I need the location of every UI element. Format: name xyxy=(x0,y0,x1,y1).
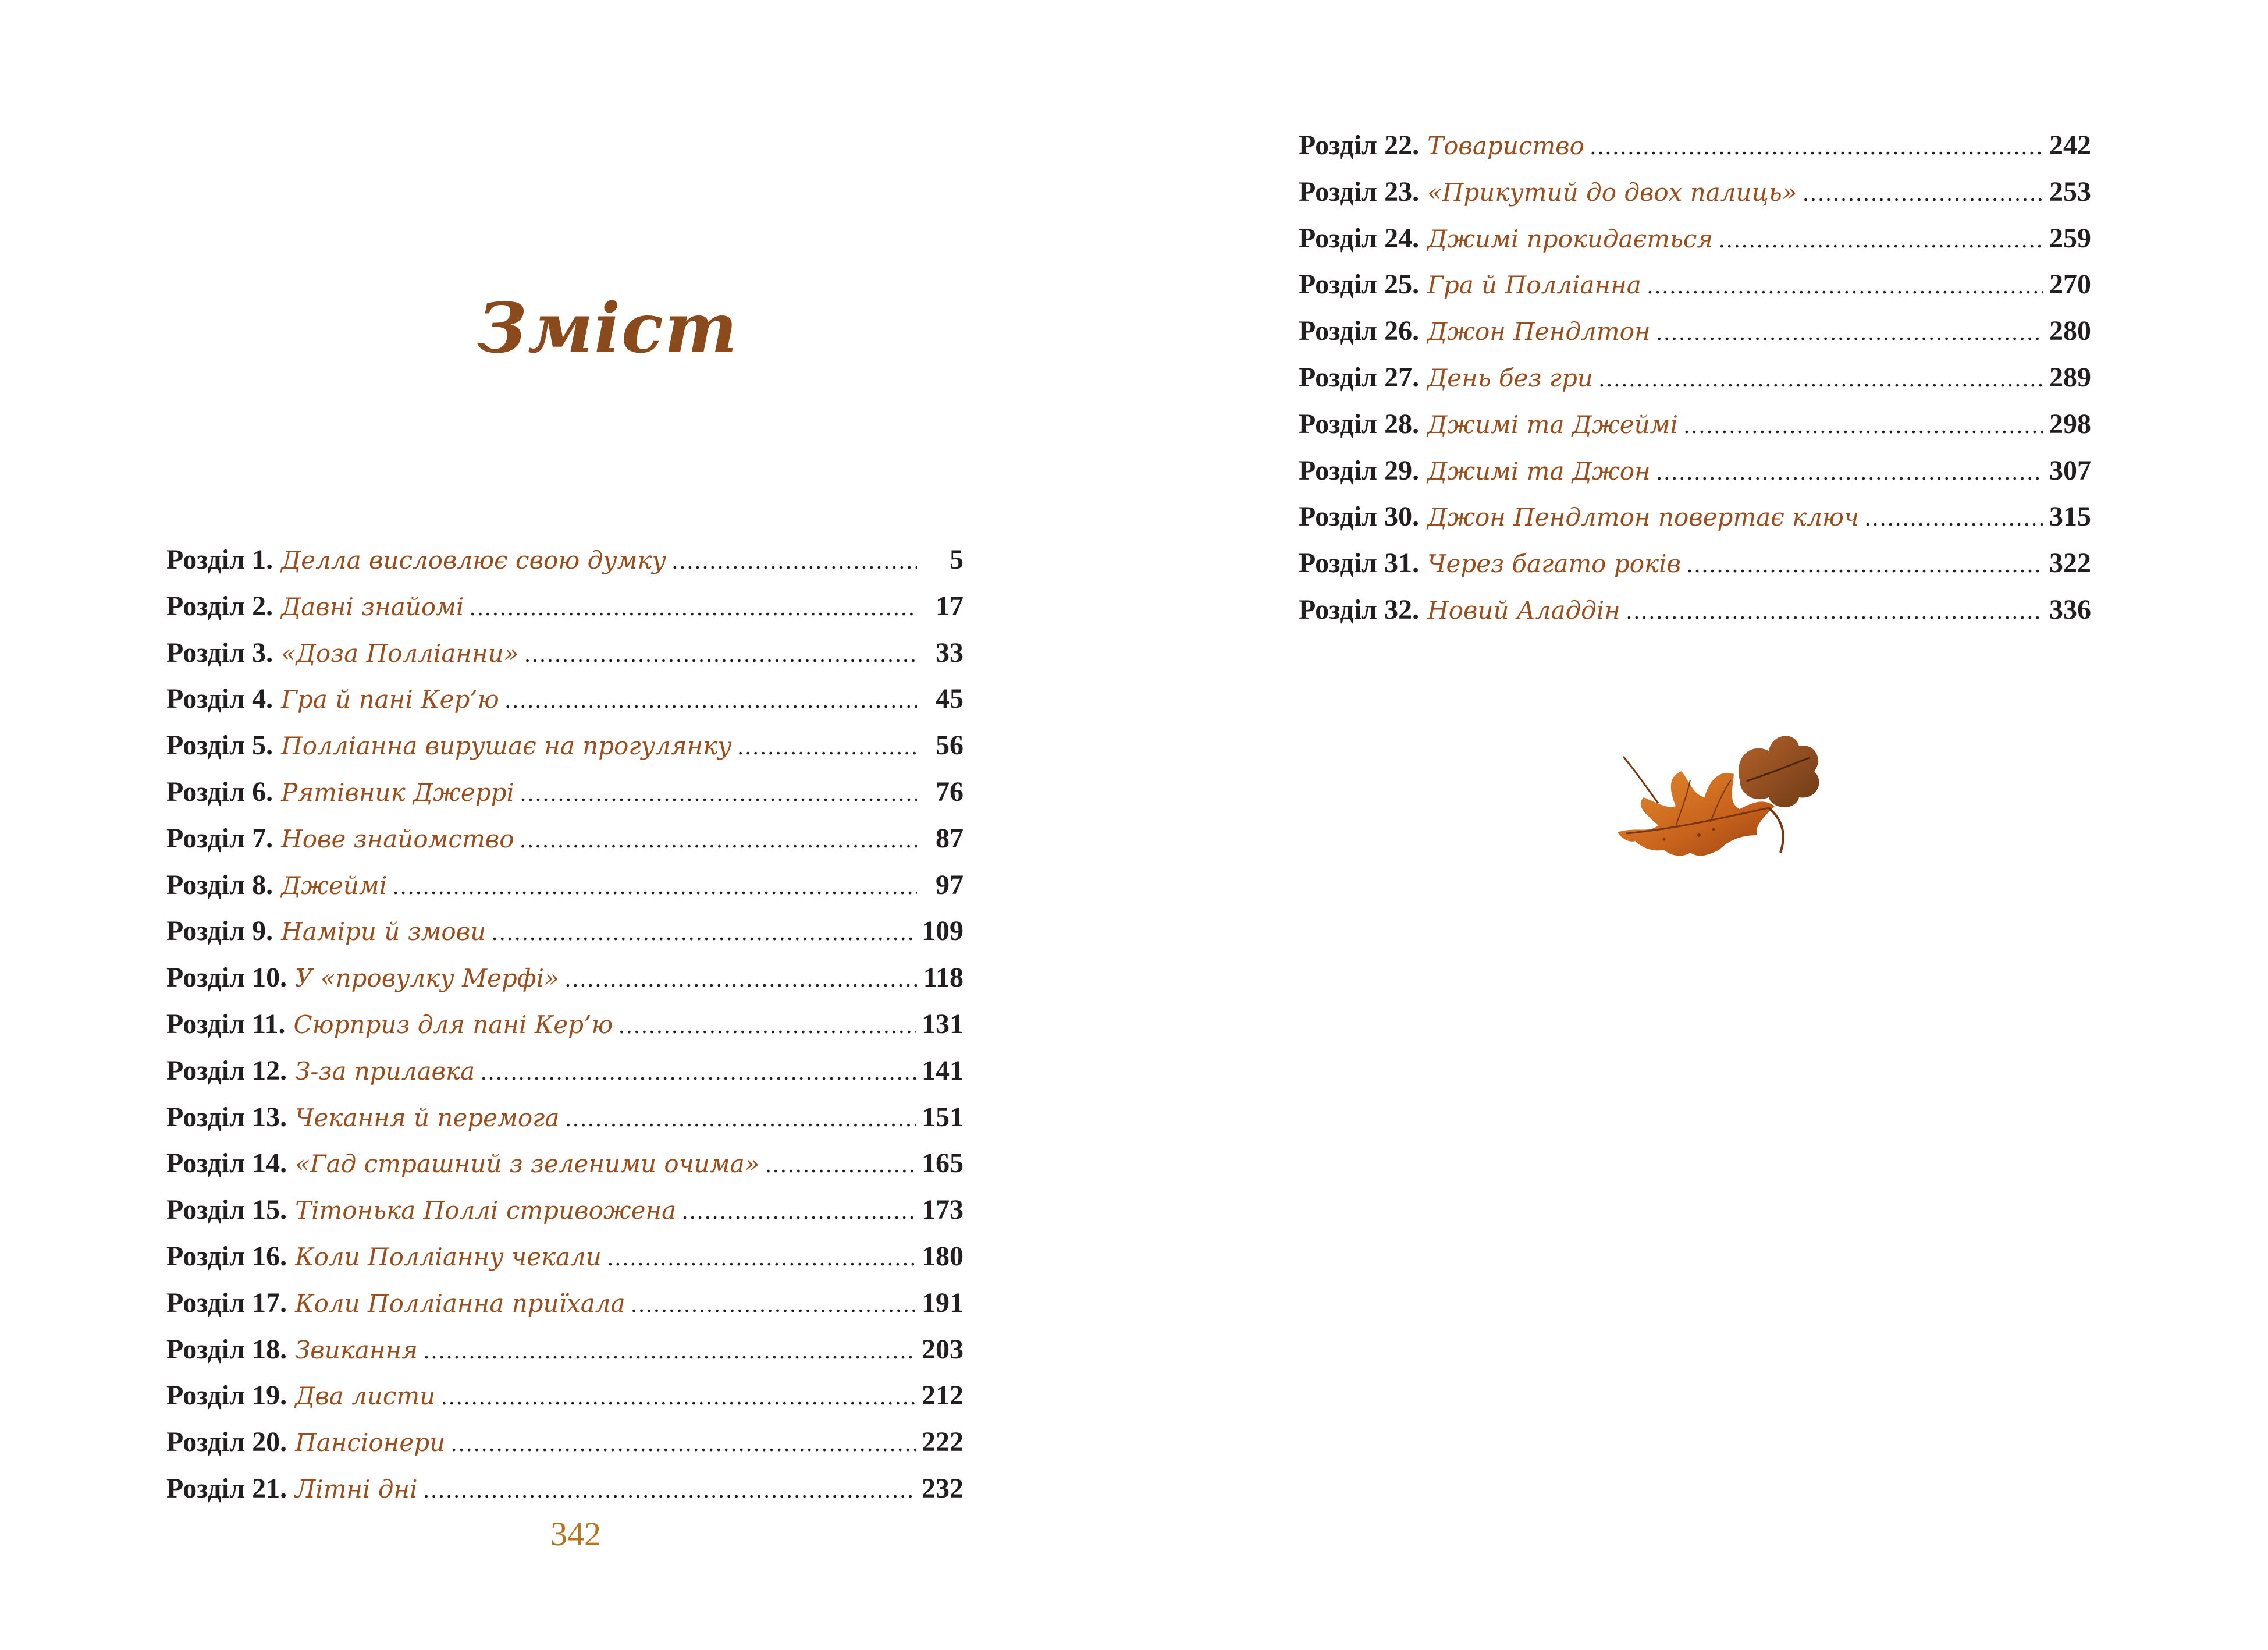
dot-leader xyxy=(492,909,916,956)
chapter-title: Джон Пендлтон xyxy=(1427,317,1651,346)
chapter-page: 87 xyxy=(936,822,964,854)
chapter-title: Тітонька Поллі стривожена xyxy=(295,1196,677,1225)
dot-leader xyxy=(1656,309,2043,356)
chapter-title: Джимі та Джон xyxy=(1427,456,1651,485)
chapter-number: Розділ 10. xyxy=(166,962,287,993)
chapter-number: Розділ 12. xyxy=(166,1055,287,1086)
chapter-number: Розділ 22. xyxy=(1299,130,1420,161)
chapter-number: Розділ 17. xyxy=(166,1287,287,1318)
chapter-page: 307 xyxy=(2049,455,2091,486)
toc-entry xyxy=(166,815,964,862)
chapter-page: 280 xyxy=(2049,315,2091,347)
chapter-page: 33 xyxy=(936,637,964,668)
dot-leader xyxy=(1599,356,2043,402)
toc-entry xyxy=(166,1187,964,1233)
chapter-number: Розділ 5. xyxy=(166,730,273,761)
chapter-page: 259 xyxy=(2049,222,2091,254)
toc-entry xyxy=(1299,540,2091,587)
chapter-title: У «провулку Мерфі» xyxy=(295,964,559,993)
toc-entry xyxy=(166,1233,964,1280)
chapter-title: Пансіонери xyxy=(295,1428,446,1457)
toc-entry xyxy=(1299,401,2091,448)
toc-entry xyxy=(166,1140,964,1187)
chapter-page: 118 xyxy=(923,962,964,993)
chapter-title: Джимі прокидається xyxy=(1427,224,1714,253)
chapter-title: Сюрприз для пані Кер’ю xyxy=(293,1010,613,1039)
toc-entry xyxy=(1299,169,2091,215)
dot-leader xyxy=(505,677,917,723)
toc-entry xyxy=(1299,354,2091,401)
chapter-number: Розділ 11. xyxy=(166,1008,286,1039)
chapter-number: Розділ 29. xyxy=(1299,455,1420,486)
chapter-number: Розділ 30. xyxy=(1299,501,1420,533)
chapter-page: 56 xyxy=(936,730,964,761)
dot-leader xyxy=(738,723,917,770)
dot-leader xyxy=(565,956,917,1002)
toc-entry xyxy=(166,862,964,909)
toc-entry xyxy=(166,537,964,583)
chapter-page: 315 xyxy=(2049,501,2091,533)
chapter-title: Чекання й перемога xyxy=(295,1103,560,1132)
dot-leader xyxy=(451,1420,916,1467)
chapter-page: 131 xyxy=(922,1008,964,1039)
toc-entry xyxy=(166,1094,964,1141)
page-title: Зміст xyxy=(477,288,738,368)
chapter-title: Наміри й змови xyxy=(281,917,486,946)
chapter-number: Розділ 25. xyxy=(1299,269,1420,300)
dot-leader xyxy=(520,770,917,817)
chapter-title: Гра й Полліанна xyxy=(1427,271,1641,300)
dot-leader xyxy=(1684,402,2043,449)
toc-entry xyxy=(166,1466,964,1512)
chapter-number: Розділ 19. xyxy=(166,1380,287,1411)
toc-entry xyxy=(166,1326,964,1373)
chapter-page: 253 xyxy=(2049,176,2091,207)
chapter-page: 298 xyxy=(2049,408,2091,439)
chapter-title: Товариство xyxy=(1427,132,1584,160)
chapter-title: Новий Аладдін xyxy=(1427,595,1620,624)
chapter-title: Джон Пендлтон повертає ключ xyxy=(1427,503,1860,532)
chapter-title: Звикання xyxy=(295,1335,418,1364)
chapter-title: День без гри xyxy=(1427,363,1593,392)
chapter-number: Розділ 28. xyxy=(1299,408,1420,439)
chapter-page: 76 xyxy=(936,776,964,807)
toc-entry xyxy=(166,908,964,954)
chapter-page: 141 xyxy=(922,1055,964,1086)
dot-leader xyxy=(1590,123,2043,170)
chapter-number: Розділ 24. xyxy=(1299,222,1420,254)
toc-list-right xyxy=(1299,122,2091,633)
dot-leader xyxy=(565,1095,916,1142)
dot-leader xyxy=(1626,588,2043,634)
chapter-page: 289 xyxy=(2049,361,2091,393)
chapter-title: Делла висловлює свою думку xyxy=(281,546,666,574)
chapter-page: 203 xyxy=(922,1333,964,1365)
chapter-title: Літні дні xyxy=(295,1474,418,1503)
toc-entry xyxy=(166,1280,964,1326)
toc-entry xyxy=(166,630,964,676)
chapter-page: 336 xyxy=(2049,594,2091,625)
chapter-page: 232 xyxy=(922,1472,964,1504)
dot-leader xyxy=(1803,170,2043,217)
dot-leader xyxy=(765,1141,916,1188)
chapter-number: Розділ 3. xyxy=(166,637,273,668)
dot-leader xyxy=(524,631,917,677)
chapter-page: 5 xyxy=(950,544,964,575)
chapter-number: Розділ 31. xyxy=(1299,548,1420,579)
toc-entry xyxy=(166,1048,964,1094)
chapter-title: Коли Полліанна приїхала xyxy=(295,1289,625,1318)
autumn-leaf-icon xyxy=(1594,710,1839,896)
chapter-number: Розділ 20. xyxy=(166,1427,287,1458)
toc-entry xyxy=(166,954,964,1001)
chapter-title: Гра й пані Кер’ю xyxy=(281,685,499,714)
toc-entry xyxy=(166,1419,964,1466)
chapter-page: 222 xyxy=(922,1427,964,1458)
dot-leader xyxy=(393,863,917,910)
chapter-number: Розділ 4. xyxy=(166,683,273,715)
dot-leader xyxy=(618,1002,916,1049)
chapter-title: Нове знайомство xyxy=(281,824,514,853)
dot-leader xyxy=(607,1234,916,1281)
toc-entry xyxy=(166,1372,964,1419)
toc-entry xyxy=(166,769,964,815)
chapter-number: Розділ 6. xyxy=(166,776,273,807)
chapter-number: Розділ 15. xyxy=(166,1194,287,1226)
dot-leader xyxy=(1656,449,2043,495)
chapter-number: Розділ 7. xyxy=(166,822,273,854)
chapter-number: Розділ 8. xyxy=(166,869,273,900)
chapter-title: Рятівник Джеррі xyxy=(281,778,514,807)
chapter-title: «Прикутий до двох палиць» xyxy=(1427,178,1797,207)
chapter-page: 45 xyxy=(936,683,964,715)
chapter-page: 17 xyxy=(936,590,964,622)
chapter-page: 242 xyxy=(2049,130,2091,161)
chapter-title: Джимі та Джеймі xyxy=(1427,410,1678,439)
chapter-page: 173 xyxy=(922,1194,964,1226)
chapter-title: Полліанна вирушає на прогулянку xyxy=(281,732,732,761)
chapter-number: Розділ 13. xyxy=(166,1101,287,1133)
toc-entry xyxy=(1299,494,2091,540)
chapter-number: Розділ 16. xyxy=(166,1240,287,1272)
chapter-number: Розділ 26. xyxy=(1299,315,1420,347)
toc-entry xyxy=(1299,448,2091,494)
toc-entry xyxy=(166,722,964,769)
chapter-page: 180 xyxy=(922,1240,964,1272)
toc-entry xyxy=(166,583,964,630)
toc-entry xyxy=(1299,215,2091,262)
dot-leader xyxy=(1687,541,2043,588)
toc-entry xyxy=(166,676,964,722)
toc-list-left xyxy=(166,537,964,1512)
chapter-title: З-за прилавка xyxy=(295,1056,475,1085)
toc-entry xyxy=(1299,587,2091,633)
toc-entry xyxy=(166,1001,964,1048)
chapter-title: Коли Полліанну чекали xyxy=(295,1242,602,1271)
dot-leader xyxy=(631,1281,916,1328)
chapter-title: Два листи xyxy=(295,1382,436,1411)
chapter-title: Джеймі xyxy=(281,871,388,900)
chapter-title: Через багато років xyxy=(1427,549,1681,579)
toc-entry xyxy=(1299,261,2091,308)
chapter-page: 270 xyxy=(2049,269,2091,300)
chapter-number: Розділ 21. xyxy=(166,1472,287,1504)
chapter-page: 97 xyxy=(936,869,964,900)
dot-leader xyxy=(520,817,917,863)
chapter-page: 151 xyxy=(922,1101,964,1133)
chapter-page: 165 xyxy=(922,1148,964,1179)
toc-entry xyxy=(1299,308,2091,354)
page-number: 342 xyxy=(550,1515,601,1553)
dot-leader xyxy=(424,1467,916,1513)
chapter-title: «Гад страшний з зеленими очима» xyxy=(295,1149,760,1179)
dot-leader xyxy=(424,1328,916,1374)
dot-leader xyxy=(672,538,917,584)
dot-leader xyxy=(441,1374,916,1420)
chapter-page: 109 xyxy=(922,916,964,947)
chapter-number: Розділ 23. xyxy=(1299,176,1420,207)
dot-leader xyxy=(682,1188,916,1234)
chapter-number: Розділ 27. xyxy=(1299,361,1420,393)
dot-leader xyxy=(481,1049,916,1095)
toc-entry xyxy=(1299,122,2091,169)
chapter-number: Розділ 9. xyxy=(166,916,273,947)
chapter-title: «Доза Полліанни» xyxy=(281,638,519,668)
chapter-page: 191 xyxy=(922,1287,964,1318)
dot-leader xyxy=(1719,217,2043,263)
chapter-number: Розділ 32. xyxy=(1299,594,1420,625)
chapter-page: 212 xyxy=(922,1380,964,1411)
chapter-number: Розділ 18. xyxy=(166,1333,287,1365)
chapter-title: Давні знайомі xyxy=(281,592,464,621)
dot-leader xyxy=(1865,495,2043,541)
dot-leader xyxy=(470,584,917,631)
chapter-number: Розділ 2. xyxy=(166,590,273,622)
dot-leader xyxy=(1647,262,2043,309)
chapter-page: 322 xyxy=(2049,548,2091,579)
chapter-number: Розділ 14. xyxy=(166,1148,287,1179)
chapter-number: Розділ 1. xyxy=(166,544,273,575)
